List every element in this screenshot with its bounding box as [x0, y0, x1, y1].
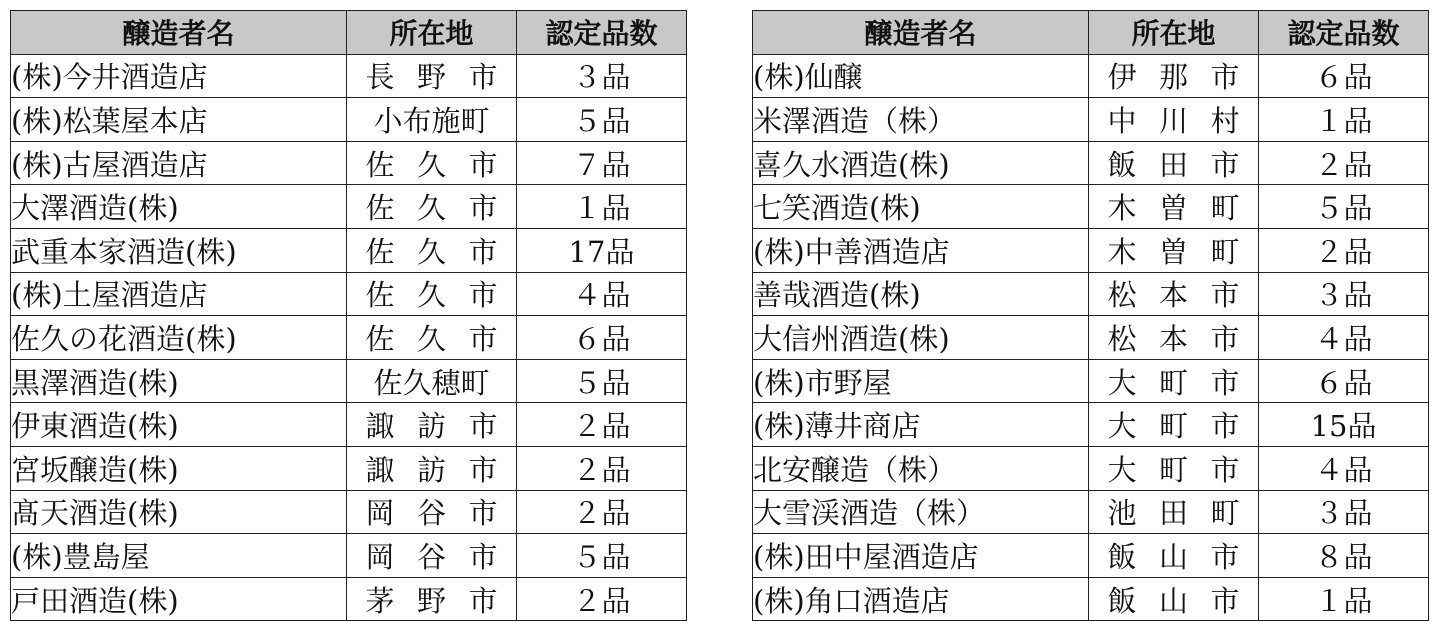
- certified-count: ３品: [1259, 272, 1429, 316]
- table-row: [753, 490, 1429, 534]
- certified-count: ６品: [517, 316, 687, 360]
- brewer-name: 佐久の花酒造(株): [11, 316, 347, 360]
- brewer-name: 黒澤酒造(株): [11, 359, 347, 403]
- location-cell: [347, 228, 517, 272]
- certified-count: ２品: [1259, 141, 1429, 185]
- location: 佐久穂町: [373, 365, 490, 400]
- table-row: [753, 577, 1429, 621]
- location: 大 町 市: [1107, 365, 1240, 400]
- brewer-name: (株)仙醸: [753, 54, 1089, 98]
- table-row: [753, 228, 1429, 272]
- location: 諏 訪 市: [365, 452, 498, 487]
- brewer-name: 大雪渓酒造（株）: [753, 490, 1089, 534]
- certified-count: ２品: [517, 490, 687, 534]
- location-cell: [347, 185, 517, 229]
- location: 岡 谷 市: [365, 496, 498, 531]
- location-cell: [347, 446, 517, 490]
- brewer-name: 伊東酒造(株): [11, 403, 347, 447]
- location: 長 野 市: [365, 60, 498, 95]
- location-cell: [347, 534, 517, 578]
- certified-count: ４品: [517, 272, 687, 316]
- location: 佐 久 市: [365, 147, 498, 182]
- location: 木 曽 町: [1107, 234, 1240, 269]
- location-cell: [1089, 54, 1259, 98]
- location-cell: [347, 98, 517, 142]
- brewer-name: 戸田酒造(株): [11, 577, 347, 621]
- header-location: 所在地: [1089, 11, 1259, 55]
- brewer-name: (株)今井酒造店: [11, 54, 347, 98]
- location: 池 田 町: [1107, 496, 1240, 531]
- brewer-name: (株)中善酒造店: [753, 228, 1089, 272]
- brewer-name: 武重本家酒造(株): [11, 228, 347, 272]
- table-row: [11, 446, 687, 490]
- location-cell: [1089, 185, 1259, 229]
- location: 茅 野 市: [365, 583, 498, 618]
- brewer-name: (株)古屋酒造店: [11, 141, 347, 185]
- brewer-name: (株)土屋酒造店: [11, 272, 347, 316]
- location-cell: [1089, 446, 1259, 490]
- table-row: [11, 577, 687, 621]
- location: 木 曽 町: [1107, 191, 1240, 226]
- table-row: [11, 141, 687, 185]
- table-row: [753, 446, 1429, 490]
- certified-count: ８品: [1259, 534, 1429, 578]
- location-cell: [1089, 490, 1259, 534]
- table-row: [11, 403, 687, 447]
- location-cell: [1089, 316, 1259, 360]
- brewer-name: (株)田中屋酒造店: [753, 534, 1089, 578]
- location-cell: [1089, 359, 1259, 403]
- location-cell: [1089, 403, 1259, 447]
- table-body: [11, 54, 687, 621]
- certified-count: ２品: [517, 403, 687, 447]
- location: 松 本 市: [1107, 321, 1240, 356]
- brewer-name: 髙天酒造(株): [11, 490, 347, 534]
- location: 飯 山 市: [1107, 539, 1240, 574]
- location-cell: [347, 359, 517, 403]
- header-brewer: 醸造者名: [11, 11, 347, 55]
- location-cell: [347, 141, 517, 185]
- certified-count: ５品: [517, 534, 687, 578]
- certified-count: １品: [1259, 577, 1429, 621]
- certified-count: ４品: [1259, 316, 1429, 360]
- location-cell: [347, 577, 517, 621]
- header-location: 所在地: [347, 11, 517, 55]
- location-cell: [1089, 534, 1259, 578]
- certified-count: ５品: [517, 98, 687, 142]
- location: 大 町 市: [1107, 409, 1240, 444]
- table-row: [11, 359, 687, 403]
- table-row: [753, 272, 1429, 316]
- certified-count: １品: [517, 185, 687, 229]
- certified-count: １品: [1259, 98, 1429, 142]
- location: 佐 久 市: [365, 191, 498, 226]
- brewer-name: 大信州酒造(株): [753, 316, 1089, 360]
- location-cell: [1089, 228, 1259, 272]
- table-row: [11, 272, 687, 316]
- location: 佐 久 市: [365, 321, 498, 356]
- certified-count: ５品: [1259, 185, 1429, 229]
- brewer-name: 北安醸造（株）: [753, 446, 1089, 490]
- certified-count: ７品: [517, 141, 687, 185]
- certified-count: ３品: [1259, 490, 1429, 534]
- location: 大 町 市: [1107, 452, 1240, 487]
- certified-count: ６品: [1259, 359, 1429, 403]
- certified-count: 15品: [1259, 403, 1429, 447]
- brewer-name: 喜久水酒造(株): [753, 141, 1089, 185]
- location: 岡 谷 市: [365, 539, 498, 574]
- header-count: 認定品数: [517, 11, 687, 55]
- header-row: [753, 11, 1429, 55]
- table-body: [753, 54, 1429, 621]
- certified-count: ４品: [1259, 446, 1429, 490]
- location-cell: [347, 272, 517, 316]
- location: 伊 那 市: [1107, 60, 1240, 95]
- location: 飯 田 市: [1107, 147, 1240, 182]
- brewer-name: (株)豊島屋: [11, 534, 347, 578]
- header-row: [11, 11, 687, 55]
- brewer-name: 七笑酒造(株): [753, 185, 1089, 229]
- location: 中 川 村: [1107, 103, 1240, 138]
- brewer-name: (株)薄井商店: [753, 403, 1089, 447]
- location-cell: [1089, 577, 1259, 621]
- table-row: [753, 316, 1429, 360]
- table-row: [753, 534, 1429, 578]
- location-cell: [347, 490, 517, 534]
- table-row: [11, 98, 687, 142]
- table-row: [753, 185, 1429, 229]
- header-count: 認定品数: [1259, 11, 1429, 55]
- table-row: [11, 54, 687, 98]
- location: 松 本 市: [1107, 278, 1240, 313]
- certified-count: ２品: [517, 446, 687, 490]
- table-row: [11, 316, 687, 360]
- location: 佐 久 市: [365, 278, 498, 313]
- brewer-name: 米澤酒造（株）: [753, 98, 1089, 142]
- brewer-name: 大澤酒造(株): [11, 185, 347, 229]
- brewer-name: (株)角口酒造店: [753, 577, 1089, 621]
- table-row: [753, 359, 1429, 403]
- certified-count: 17品: [517, 228, 687, 272]
- location-cell: [347, 54, 517, 98]
- table-row: [11, 490, 687, 534]
- brewer-name: 善哉酒造(株): [753, 272, 1089, 316]
- table-row: [753, 98, 1429, 142]
- certified-count: ６品: [1259, 54, 1429, 98]
- location-cell: [347, 403, 517, 447]
- table-row: [753, 403, 1429, 447]
- table-row: [11, 185, 687, 229]
- table-row: [11, 534, 687, 578]
- table-row: [753, 141, 1429, 185]
- header-brewer: 醸造者名: [753, 11, 1089, 55]
- certified-count: ２品: [1259, 228, 1429, 272]
- brewer-table-right: [752, 10, 1429, 621]
- location-cell: [347, 316, 517, 360]
- location-cell: [1089, 141, 1259, 185]
- brewer-name: (株)松葉屋本店: [11, 98, 347, 142]
- table-row: [11, 228, 687, 272]
- brewer-name: (株)市野屋: [753, 359, 1089, 403]
- location: 飯 山 市: [1107, 583, 1240, 618]
- brewer-table-left: [10, 10, 687, 621]
- location: 佐 久 市: [365, 234, 498, 269]
- location: 小布施町: [373, 103, 490, 138]
- brewer-name: 宮坂醸造(株): [11, 446, 347, 490]
- certified-count: ５品: [517, 359, 687, 403]
- location-cell: [1089, 272, 1259, 316]
- location-cell: [1089, 98, 1259, 142]
- location: 諏 訪 市: [365, 409, 498, 444]
- table-row: [753, 54, 1429, 98]
- certified-count: ２品: [517, 577, 687, 621]
- certified-count: ３品: [517, 54, 687, 98]
